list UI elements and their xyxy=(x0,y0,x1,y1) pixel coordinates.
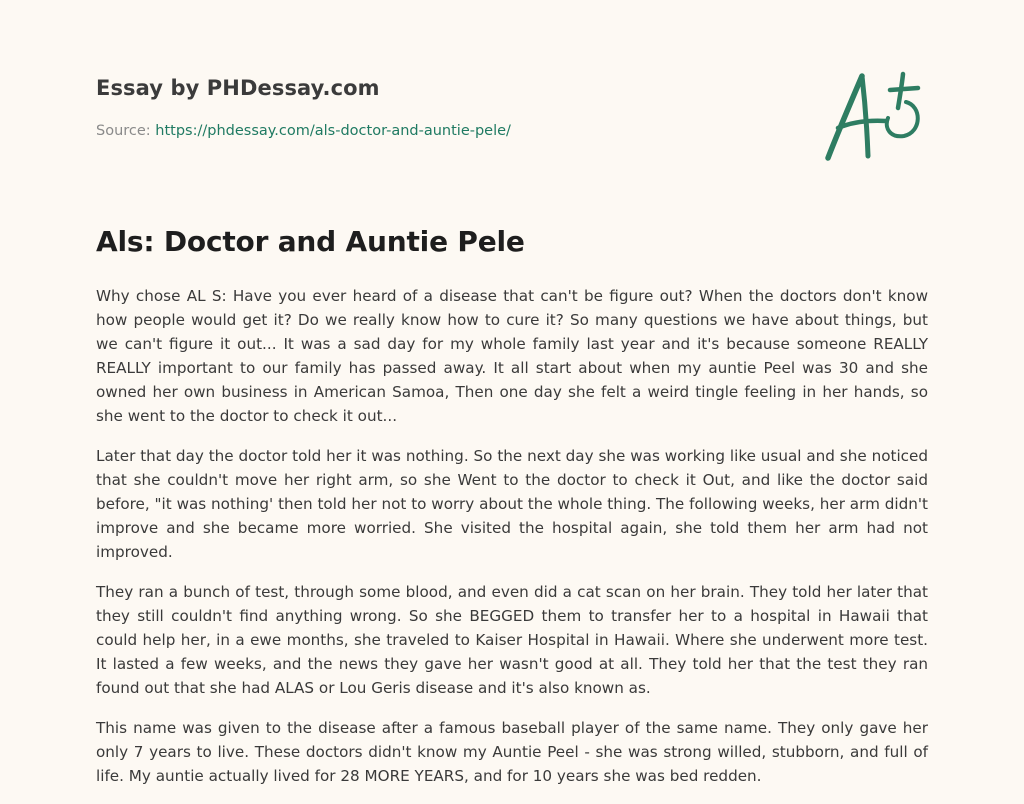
site-title: Essay by PHDessay.com xyxy=(96,76,380,100)
source-link[interactable]: https://phdessay.com/als-doctor-and-auntie-pele/ xyxy=(155,123,511,139)
essay-paragraph-1: Why chose AL S: Have you ever heard of a disease that can't be figure out? When the doctors don't know how people would get it? Do we really know how to cure it? So many questions we have about things, but we can't figure it out... It was a sad day for my whole family last year and it's because someone REALLY REALLY important to our family has passed away. It all start about when my auntie Peel was 30 and she owned her own business in American Samoa, Then one day she felt a weird tingle feeling in her hands, so she went to the doctor to check it out... xyxy=(96,287,928,425)
essay-title: Als: Doctor and Auntie Pele xyxy=(96,225,525,258)
essay-paragraph-3: They ran a bunch of test, through some blood, and even did a cat scan on her brain. They told her later that they still couldn't find anything wrong. So she BEGGED them to transfer her to a hospital in Hawaii that could help her, in a ewe months, she traveled to Kaiser Hospital in Hawaii. Where she underwent more test. It lasted a few weeks, and the news they gave her wasn't good at all. They told her that the test they ran found out that she had ALAS or Lou Geris disease and it's also known as. xyxy=(96,583,928,697)
essay-body xyxy=(96,284,928,804)
source-label: Source: xyxy=(96,123,156,139)
essay-paragraph-4: This name was given to the disease after a famous baseball player of the same name. They only gave her only 7 years to live. These doctors didn't know my Auntie Peel - she was strong willed, stubborn, and full of life. My auntie actually lived for 28 MORE YEARS, and for 10 years she was bed redden. xyxy=(96,719,928,785)
essay-paragraph-2: Later that day the doctor told her it was nothing. So the next day she was working like usual and she noticed that she couldn't move her right arm, so she Went to the doctor to check it Out, and like the doctor said before, "it was nothing' then told her not to worry about the whole thing. The following weeks, her arm didn't improve and she became more worried. She visited the hospital again, she told them her arm had not improved. xyxy=(96,447,928,561)
a-plus-logo-icon xyxy=(818,66,930,166)
source-line xyxy=(96,123,511,139)
